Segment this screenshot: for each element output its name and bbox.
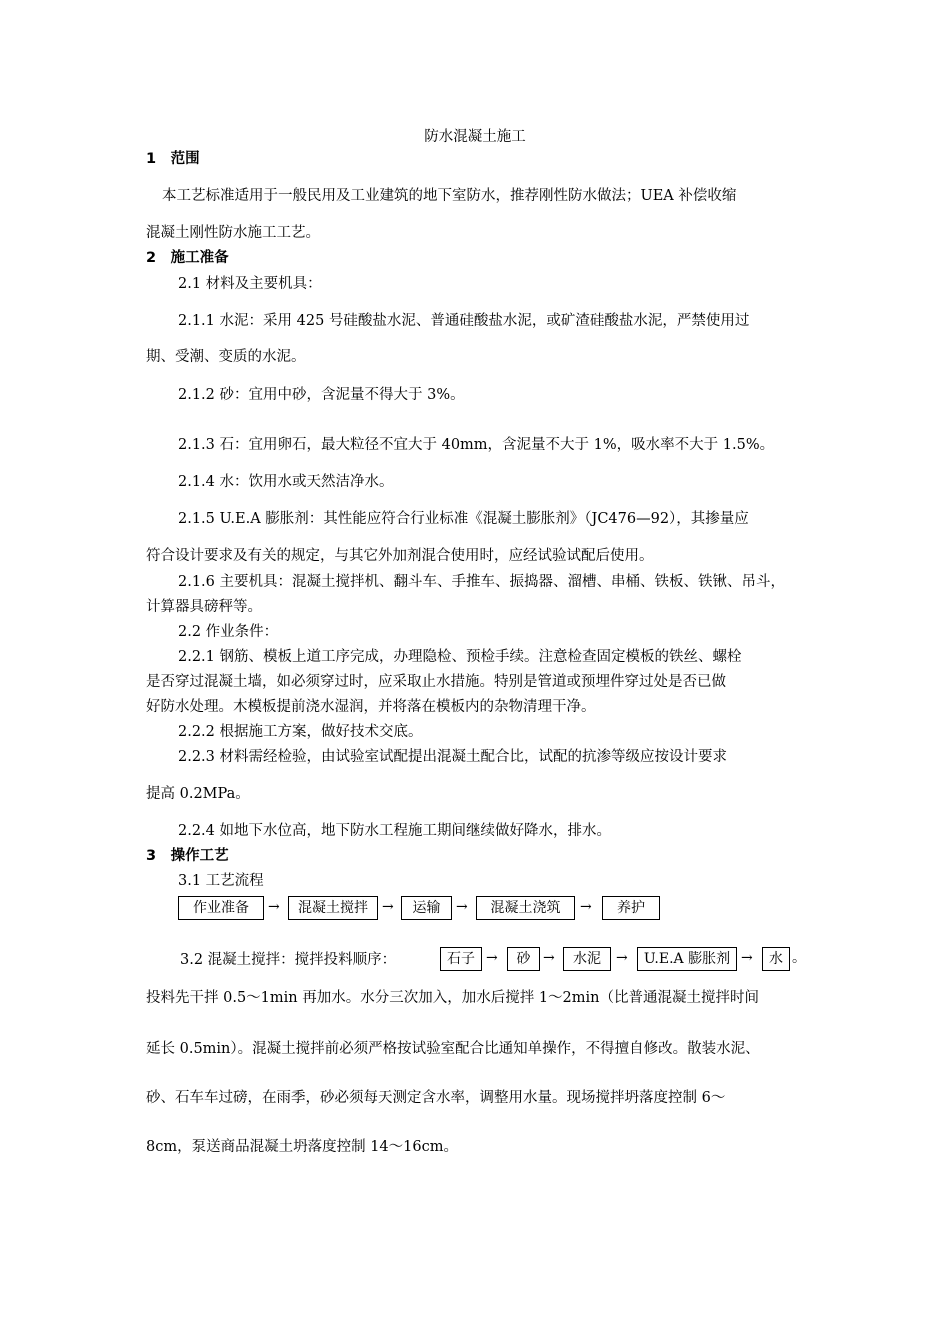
subsection-2-2-heading: 2.2 作业条件： [178, 624, 279, 640]
order-box-water: 水 [762, 947, 790, 971]
flow-arrow: → [580, 899, 592, 915]
flow-box-mixing: 混凝土搅拌 [288, 896, 378, 920]
flow-box-prep: 作业准备 [178, 896, 264, 920]
item-2-1-6-line-1: 2.1.6 主要机具：混凝土搅拌机、翻斗车、手推车、振捣器、溜槽、串桶、铁板、铁锹、吊斗， [178, 574, 785, 590]
section-3-2-paragraph-line-2: 延长 0.5min）。混凝土搅拌前必须严格按试验室配合比通知单操作，不得擅自修改。散装水泥、 [146, 1041, 760, 1057]
flow-box-pouring: 混凝土浇筑 [476, 896, 575, 920]
section-2-heading: 2 施工准备 [146, 250, 229, 266]
flow-arrow: → [268, 899, 280, 915]
item-2-2-1-line-3: 好防水处理。木模板提前浇水湿润，并将落在模板内的杂物清理干净。 [146, 699, 596, 715]
item-2-2-1-line-2: 是否穿过混凝土墙，如必须穿过时，应采取止水措施。特别是管道或预埋件穿过处是否已做 [146, 674, 726, 690]
item-2-2-3-line-1: 2.2.3 材料需经检验，由试验室试配提出混凝土配合比，试配的抗渗等级应按设计要求 [178, 749, 728, 765]
flow-arrow: → [456, 899, 468, 915]
order-box-cement: 水泥 [563, 947, 611, 971]
section-3-2-paragraph-line-3: 砂、石车车过磅，在雨季，砂必须每天测定含水率，调整用水量。现场搅拌坍落度控制 6～ [146, 1090, 726, 1106]
order-box-uea: U.E.A 膨胀剂 [637, 947, 737, 971]
item-2-2-1-line-1: 2.2.1 钢筋、模板上道工序完成，办理隐检、预检手续。注意检查固定模板的铁丝、螺栓 [178, 649, 742, 665]
order-arrow: → [741, 950, 753, 966]
item-2-2-4: 2.2.4 如地下水位高，地下防水工程施工期间继续做好降水，排水。 [178, 823, 612, 839]
order-end-mark: 。 [792, 950, 806, 966]
page-title: 防水混凝土施工 [424, 129, 526, 145]
item-2-1-1-line-1: 2.1.1 水泥：采用 425 号硅酸盐水泥、普通硅酸盐水泥，或矿渣硅酸盐水泥，严禁使用过 [178, 313, 750, 329]
flow-box-transport: 运输 [401, 896, 452, 920]
section-1-paragraph-line-1: 本工艺标准适用于一般民用及工业建筑的地下室防水，推荐刚性防水做法；UEA 补偿收缩 [162, 188, 737, 204]
flow-box-curing: 养护 [602, 896, 660, 920]
section-1-paragraph-line-2: 混凝土刚性防水施工工艺。 [146, 225, 320, 241]
item-2-1-5-line-2: 符合设计要求及有关的规定，与其它外加剂混合使用时，应经试验试配后使用。 [146, 548, 654, 564]
section-3-2-paragraph-line-4: 8cm，泵送商品混凝土坍落度控制 14～16cm。 [146, 1139, 458, 1155]
order-box-sand: 砂 [507, 947, 540, 971]
order-arrow: → [616, 950, 628, 966]
section-3-heading: 3 操作工艺 [146, 848, 229, 864]
item-2-1-6-line-2: 计算器具磅秤等。 [146, 599, 262, 615]
section-3-2-paragraph-line-1: 投料先干拌 0.5～1min 再加水。水分三次加入，加水后搅拌 1～2min（比普通混凝土搅拌时间 [146, 990, 760, 1006]
flow-arrow: → [382, 899, 394, 915]
item-2-2-3-line-2: 提高 0.2MPa。 [146, 786, 250, 802]
item-2-1-2: 2.1.2 砂：宜用中砂，含泥量不得大于 3%。 [178, 387, 465, 403]
section-1-heading: 1 范围 [146, 151, 200, 167]
order-arrow: → [543, 950, 555, 966]
item-2-1-5-line-1: 2.1.5 U.E.A 膨胀剂：其性能应符合行业标准《混凝土膨胀剂》（JC476—92），其掺量应 [178, 511, 749, 527]
order-box-stone: 石子 [440, 947, 482, 971]
item-2-1-4: 2.1.4 水：饮用水或天然洁净水。 [178, 474, 394, 490]
order-arrow: → [486, 950, 498, 966]
subsection-3-1-heading: 3.1 工艺流程 [178, 873, 264, 889]
item-2-1-1-line-2: 期、受潮、变质的水泥。 [146, 349, 306, 365]
subsection-2-1-heading: 2.1 材料及主要机具： [178, 276, 322, 292]
item-2-2-2: 2.2.2 根据施工方案，做好技术交底。 [178, 724, 423, 740]
subsection-3-2-heading: 3.2 混凝土搅拌：搅拌投料顺序： [180, 952, 397, 968]
item-2-1-3: 2.1.3 石：宜用卵石，最大粒径不宜大于 40mm，含泥量不大于 1%，吸水率不大于 1.5%。 [178, 437, 775, 453]
